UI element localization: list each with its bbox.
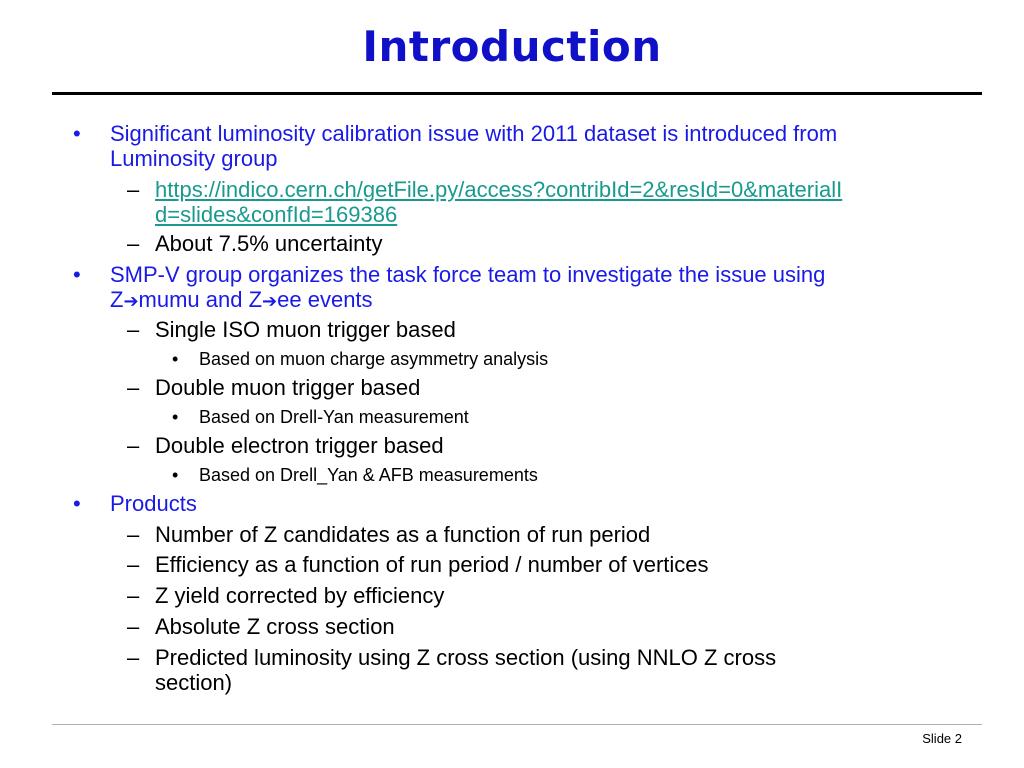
bullet-marker: • (73, 262, 81, 287)
dash-marker: – (127, 522, 140, 547)
detail-text: Based on Drell-Yan measurement (199, 407, 469, 427)
sub-bullet-text: Single ISO muon trigger based (155, 317, 456, 342)
footer-divider (52, 724, 982, 725)
slide-title: Introduction (362, 22, 662, 71)
bullet-text: SMP-V group organizes the task force team to investigate the issue using (110, 262, 826, 287)
dash-marker: – (127, 375, 140, 400)
sub-bullet-text: Absolute Z cross section (155, 614, 395, 639)
detail-text: Based on muon charge asymmetry analysis (199, 349, 549, 369)
sub-bullet-text: Efficiency as a function of run period / number of vertices (155, 552, 709, 577)
sub-bullet-text: Double muon trigger based (155, 375, 421, 400)
dash-marker: – (127, 614, 140, 639)
sub-bullet-text: Number of Z candidates as a function of run period (155, 522, 651, 547)
bullet-text: Significant luminosity calibration issue with 2011 dataset is introduced from (110, 121, 838, 146)
dash-marker: – (127, 317, 140, 342)
z-label: Z (110, 287, 124, 312)
sub-bullet-text: About 7.5% uncertainty (155, 231, 383, 256)
mumu-label: mumu and Z (138, 287, 263, 312)
bullet-text-cont: Luminosity group (110, 146, 278, 171)
small-bullet-marker: • (172, 465, 179, 485)
dash-marker: – (127, 645, 140, 670)
sub-bullet-text: Z yield corrected by efficiency (155, 583, 445, 608)
indico-link[interactable]: https://indico.cern.ch/getFile.py/access?contribId=2&resId=0&materialI (155, 177, 843, 202)
bullet-text-cont (110, 288, 373, 313)
bullet-marker: • (73, 121, 81, 146)
arrow-icon: ➔ (123, 291, 139, 311)
detail-text: Based on Drell_Yan & AFB measurements (199, 465, 538, 485)
small-bullet-marker: • (172, 349, 179, 369)
dash-marker: – (127, 552, 140, 577)
bullet-marker: • (73, 491, 81, 516)
sub-bullet-text: Predicted luminosity using Z cross section (using NNLO Z cross (155, 645, 777, 670)
ee-label: ee events (277, 287, 373, 312)
sub-bullet-text: Double electron trigger based (155, 433, 444, 458)
bullet-text: Products (110, 491, 197, 516)
dash-marker: – (127, 433, 140, 458)
sub-bullet-text-cont: section) (155, 670, 233, 695)
dash-marker: – (127, 231, 140, 256)
small-bullet-marker: • (172, 407, 179, 427)
dash-marker: – (127, 583, 140, 608)
slide-number: Slide 2 (922, 731, 962, 746)
arrow-icon: ➔ (262, 291, 278, 311)
dash-marker: – (127, 177, 140, 202)
indico-link-cont[interactable]: d=slides&confId=169386 (155, 202, 398, 227)
